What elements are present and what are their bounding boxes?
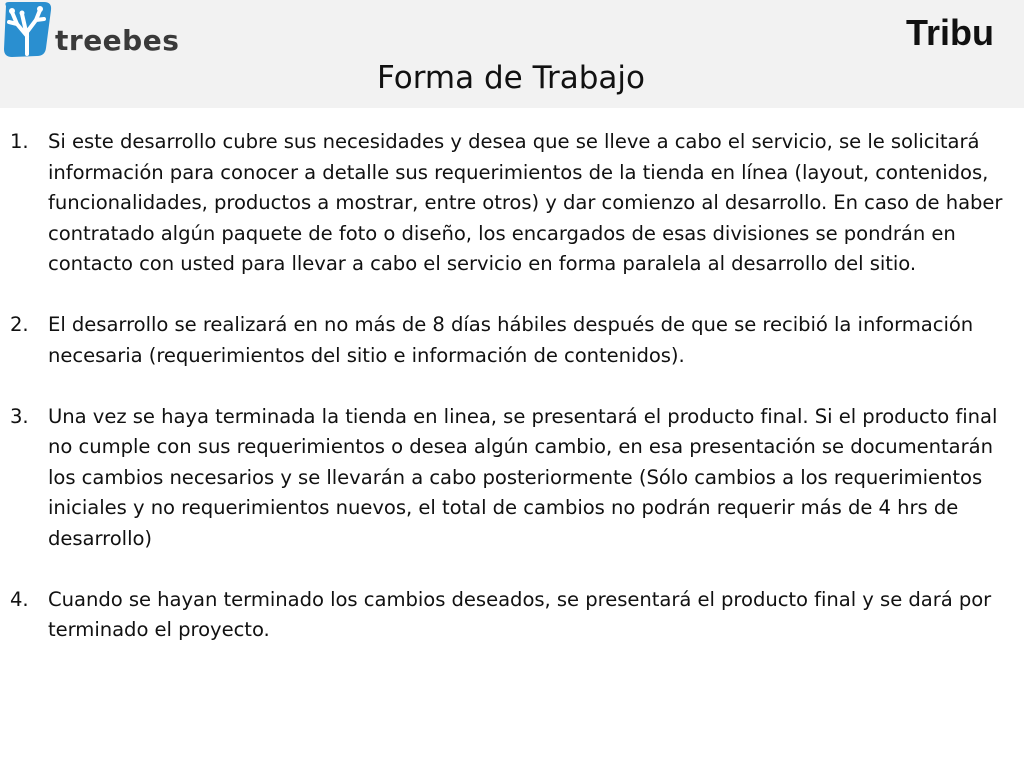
list-item-text: Cuando se hayan terminado los cambios deseados, se presentará el producto final y se dará por terminado el proyecto.: [48, 587, 992, 641]
list-item-number: 1.: [10, 130, 29, 153]
logo-wordmark: treebes: [55, 24, 180, 57]
list-item-number: 2.: [10, 313, 29, 336]
list-item: [10, 402, 1010, 555]
list-item: [10, 585, 1010, 646]
list-item: [10, 310, 1010, 371]
numbered-list: [10, 127, 1010, 676]
tree-logo-icon: [0, 0, 60, 64]
brand-title: Tribu: [906, 12, 994, 53]
list-item-text: El desarrollo se realizará en no más de 8 días hábiles después de que se recibió la información necesaria (requerimientos del sitio e información de contenidos).: [48, 313, 974, 367]
list-item-text: Si este desarrollo cubre sus necesidades y desea que se lleve a cabo el servicio, se le solicitará información para conocer a detalle sus requerimientos de la tienda en línea (layout, contenidos, funcionalidades, productos a mostrar, entre otros) y dar comienzo al desarrollo. En caso de haber contratado algún paquete de foto o diseño, los encargados de esas divisiones se pondrán en contacto con usted para llevar a cabo el servicio en forma paralela al desarrollo del sitio.: [48, 130, 1003, 275]
page-title: [0, 60, 1024, 96]
list-item-number: 3.: [10, 404, 29, 428]
treebes-logo: [0, 0, 180, 66]
list-item: [10, 127, 1010, 280]
list-item-text: Una vez se haya terminada la tienda en linea, se presentará el producto final. Si el producto final no cumple con sus requerimientos o desea algún cambio, en esa presentación se documentarán los cambios necesarios y se llevarán a cabo posteriormente (Sólo cambios a los requerimientos iniciales y no requerimientos nuevos, el total de cambios no podrán requerir más de 4 hrs de desarrollo): [48, 404, 998, 550]
page-title-text: Forma de Trabajo: [377, 60, 645, 96]
list-item-number: 4.: [10, 587, 29, 611]
